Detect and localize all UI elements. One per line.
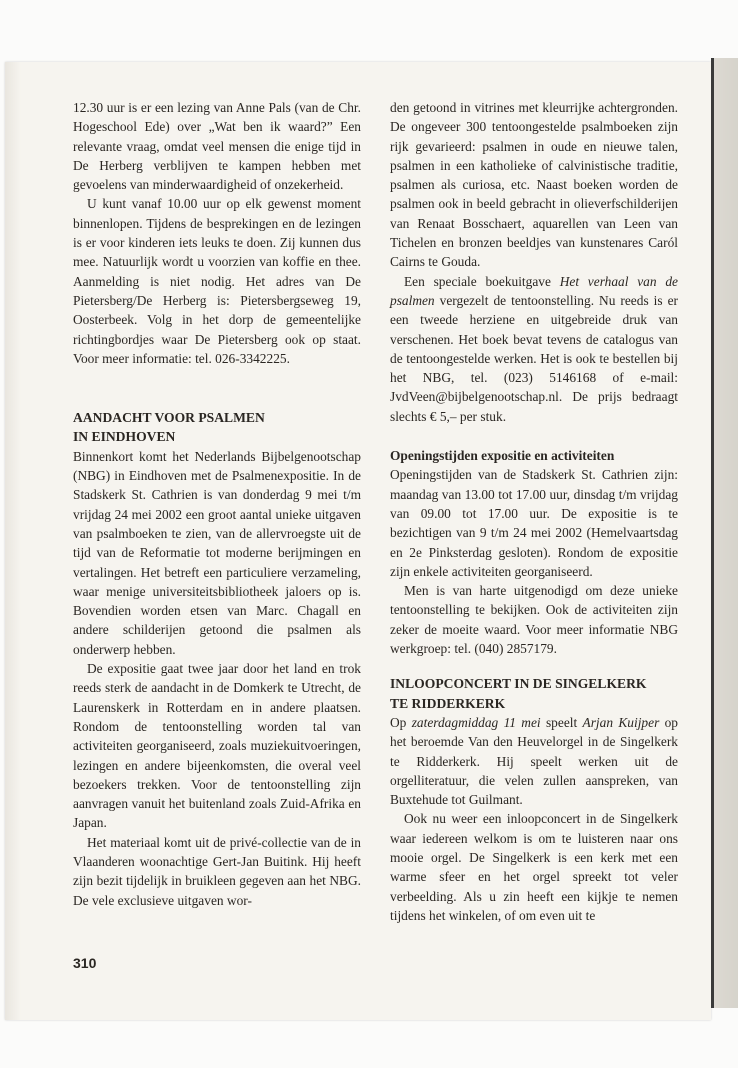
page-edge-shadow (5, 62, 21, 1020)
paragraph-vitrines: den getoond in vitrines met kleurrijke achtergronden. De ongeveer 300 tentoongestelde psalmboeken zijn rijk gevarieerd: psalmen in oude en nieuwe talen, psalmen in een katholieke of calvinistische traditie, psalmen als curiosa, etc. Naast boeken worden de psalmen ook in beeld gebracht in olieverfschilderijen van Renaat Bosschaert, aquarellen van Leen van Tichelen en bronzen beeldjes van kunstenares Caról Cairns te Gouda. (390, 100, 678, 270)
paragraph-visit-info: U kunt vanaf 10.00 uur op elk gewenst moment binnenlopen. Tijdens de besprekingen en de lezingen is er voor kinderen iets leuks te doen. Zij kunnen dus mee. Natuurlijk wordt u voorzien van koffie en thee. Aanmelding is niet nodig. Het adres van De Pietersberg/De Herberg is: Pietersbergseweg 19, Oosterbeek. Volg in het dorp de gemeentelijke richtingbordjes waar De Pietersberg ook op staat. Voor meer informatie: tel. 026-3342225. (73, 196, 361, 366)
text-segment: op het beroemde Van den Heuvelorgel in de Singelkerk te Ridderkerk. Hij speelt werken uit de orgelliteratuur, die velen zullen aanspreken, van Buxtehude tot Guilmant. (390, 714, 678, 808)
spacer (390, 658, 678, 674)
subheading-openingstijden: Openingstijden expositie en activiteiten (390, 448, 615, 464)
heading-inloopconcert-line1: INLOOPCONCERT IN DE SINGELKERK (390, 676, 647, 692)
heading-inloopconcert-line2: TE RIDDERKERK (390, 695, 506, 711)
right-column (390, 98, 678, 925)
text-segment: speelt (540, 714, 583, 730)
paragraph-book-edition (390, 272, 678, 426)
paragraph-opening-hours: Openingstijden van de Stadskerk St. Cathrien zijn: maandag van 13.00 tot 17.00 uur, dinsdag t/m vrijdag van 09.00 tot 17.00 uur. De expositie is te bezichtigen van 9 t/m 24 mei 2002 (Hemelvaartsdag en 2e Pinksterdag gesloten). Rondom de expositie zijn enkele activiteiten georganiseerd. (390, 467, 678, 579)
left-column (73, 98, 361, 910)
heading-psalmen-line2: IN EINDHOVEN (73, 429, 176, 445)
paragraph-expositie-tour: De expositie gaat twee jaar door het land en trok reeds sterk de aandacht in de Domkerk te Utrecht, de Laurenskerk in Rotterdam en in andere plaatsen. Rondom de tentoonstelling worden tal van activiteiten georganiseerd, zoals muziekuitvoeringen, lezingen en andere bijeenkomsten, die overal veel bezoekers trekken. Voor de tentoonstelling zijn aanvragen vanuit het buitenland zoals Zuid-Afrika en Japan. (73, 661, 361, 831)
paragraph-psalmenexpositie: Binnenkort komt het Nederlands Bijbelgenootschap (NBG) in Eindhoven met de Psalmenexpositie. In de Stadskerk St. Cathrien is van donderdag 9 mei t/m vrijdag 24 mei 2002 een groot aantal unieke uitgaven van psalmboeken te zien, van de allervroegste uit de tijd van de Reformatie tot moderne berijmingen en vertalingen. Het betreft een particuliere verzameling, waar menige universiteitsbibliotheek jaloers op is. Bovendien worden etsen van Marc. Chagall en andere schilderijen getoond die psalmen als onderwerp hebben. (73, 448, 361, 657)
paragraph-invitation: Men is van harte uitgenodigd om deze unieke tentoonstelling te bekijken. Ook de activiteiten zijn zeker de moeite waard. Voor meer informatie NBG werkgroep: tel. (040) 2857179. (390, 583, 678, 657)
text-segment: Op (390, 714, 412, 730)
text-segment: Een speciale boekuitgave (404, 273, 560, 289)
paragraph-lecture: 12.30 uur is er een lezing van Anne Pals (van de Chr. Hogeschool Ede) over „Wat ben ik waard?” Een relevante vraag, omdat veel mensen die enige tijd in De Herberg verblijven te kampen hebben met gevoelens van minderwaardigheid of onzekerheid. (73, 100, 361, 193)
book-title: Het verhaal van de psalmen (390, 273, 678, 308)
heading-psalmen-line1: AANDACHT VOOR PSALMEN (73, 410, 265, 426)
organist-name: Arjan Kuijper (582, 714, 660, 730)
paragraph-singelkerk: Ook nu weer een inloopconcert in de Singelkerk waar iedereen welkom is om te luisteren naar ons mooie orgel. De Singelkerk is een kerk met een warme sfeer en het orgel spreekt tot veler verbeelding. Als u zin heeft een kijkje te nemen tijdens het winkelen, of om even uit te (390, 811, 678, 923)
paragraph-concert (390, 713, 678, 809)
book-spine (711, 58, 738, 1008)
text-segment: vergezelt de tentoonstelling. Nu reeds is er een tweede herziene en uitgebreide druk van verschenen. Het boek bevat tevens de catalogus van de tentoongestelde werken. Het is ook te bestellen bij het NBG, tel. (023) 5146168 of e-mail: JvdVeen@bijbelgenootschap.nl. De prijs bedraagt slechts € 5,– per stuk. (390, 292, 678, 424)
concert-date: zaterdagmiddag 11 mei (411, 714, 541, 730)
spacer (73, 368, 361, 408)
spacer (390, 426, 678, 446)
page-number: 310 (73, 955, 97, 971)
paragraph-collection: Het materiaal komt uit de privé-collectie van de in Vlaanderen woonachtige Gert-Jan Buitink. Hij heeft zijn bezit tijdelijk in bruikleen gegeven aan het NBG. De vele exclusieve uitgaven wor- (73, 834, 361, 908)
